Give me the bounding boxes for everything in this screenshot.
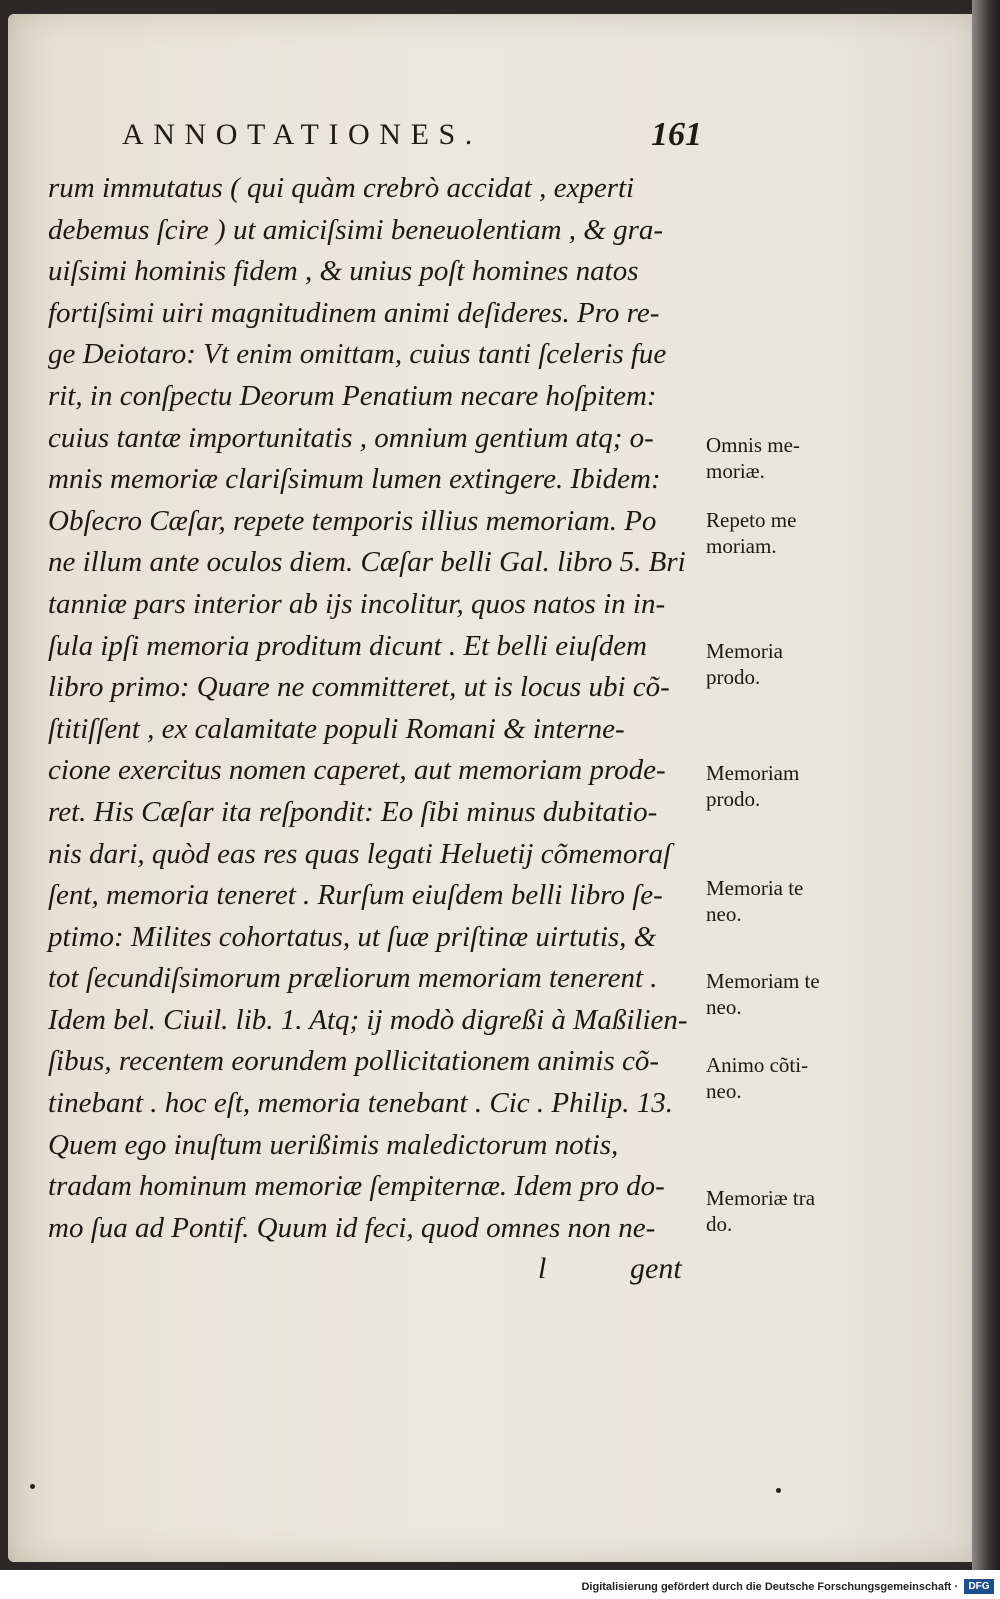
text-line: rit, in conſpectu Deorum Penatium necare hoſpitem: xyxy=(48,379,657,412)
text-line: tinebant . hoc eſt, memoria tenebant . Cic . Philip. 13. xyxy=(48,1087,674,1120)
text-line: rum immutatus ( qui quàm crebrò accidat , experti xyxy=(48,172,635,204)
digitization-footer xyxy=(0,1576,1000,1599)
margin-note-line: Memoriæ tra xyxy=(706,1186,816,1210)
margin-note-line: Animo cõti- xyxy=(706,1053,809,1077)
margin-note xyxy=(706,968,856,1020)
page-number: 161 xyxy=(651,116,702,153)
text-line: Idem bel. Ciuil. lib. 1. Atq; ij modò digreßi à Maßilien- xyxy=(48,1003,688,1036)
text-line: nis dari, quòd eas res quas legati Heluetij cõmemoraſ xyxy=(48,837,672,870)
margin-note-line: Memoriam xyxy=(706,761,800,785)
signature-mark: l xyxy=(538,1252,547,1285)
margin-note xyxy=(706,638,856,690)
text-line: Quem ego inuſtum uerißimis maledictorum notis, xyxy=(48,1128,619,1161)
dfg-logo: DFG xyxy=(964,1579,994,1594)
margin-note xyxy=(706,1185,856,1237)
margin-note xyxy=(706,875,856,927)
text-line: cione exercitus nomen caperet, aut memoriam prode- xyxy=(48,754,666,787)
text-line: libro primo: Quare ne committeret, ut is locus ubi cõ- xyxy=(48,671,670,704)
text-line: ſibus, recentem eorundem pollicitationem animis cõ- xyxy=(48,1045,660,1078)
margin-note xyxy=(706,507,856,559)
margin-note xyxy=(706,760,856,812)
text-line: tradam hominum memoriæ ſempiternæ. Idem pro do- xyxy=(48,1170,665,1203)
text-line: mo ſua ad Pontif. Quum id feci, quod omnes non ne- xyxy=(48,1211,656,1244)
margin-note-line: Memoria te xyxy=(706,876,804,900)
margin-note-line: Memoria xyxy=(706,639,783,663)
margin-note-line: prodo. xyxy=(706,665,761,689)
margin-note xyxy=(706,432,856,484)
paper-speck xyxy=(776,1488,781,1493)
text-line: ne illum ante oculos diem. Cæſar belli Gal. libro 5. Bri xyxy=(48,546,686,579)
text-line: fortiſsimi uiri magnitudinem animi deſideres. Pro re- xyxy=(48,296,660,329)
funding-credit: Digitalisierung gefördert durch die Deutsche Forschungsgemeinschaft · xyxy=(581,1581,958,1593)
text-line: uiſsimi hominis fidem , & unius poſt homines natos xyxy=(48,255,639,288)
text-line: ſent, memoria teneret . Rurſum eiuſdem belli libro ſe- xyxy=(48,879,663,912)
margin-note-line: neo. xyxy=(706,995,742,1019)
text-line: ſtitiſſent , ex calamitate populi Romani & interne- xyxy=(48,712,625,745)
show-through-text xyxy=(825,150,975,1350)
catchword: gent xyxy=(630,1252,682,1285)
text-line: ſula ipſi memoria proditum dicunt . Et belli eiuſdem xyxy=(48,629,648,662)
margin-note-line: do. xyxy=(706,1212,733,1236)
margin-note-line: moriam. xyxy=(706,534,777,558)
margin-note-line: prodo. xyxy=(706,787,761,811)
margin-note-line: neo. xyxy=(706,1079,742,1103)
text-line: ge Deiotaro: Vt enim omittam, cuius tanti ſceleris fue xyxy=(48,338,667,371)
margin-note-line: neo. xyxy=(706,902,742,926)
margin-note-line: Repeto me xyxy=(706,508,797,532)
text-line: debemus ſcire ) ut amiciſsimi beneuolentiam , & gra- xyxy=(48,213,664,246)
text-line: ret. His Cæſar ita reſpondit: Eo ſibi minus dubitatio- xyxy=(48,795,658,828)
running-title: ANNOTATIONES. xyxy=(122,118,482,151)
text-line: tot ſecundiſsimorum præliorum memoriam tenerent . xyxy=(48,962,658,995)
text-line: cuius tantæ importunitatis , omnium gentium atq; o- xyxy=(48,421,654,454)
margin-note xyxy=(706,1052,856,1104)
body-text xyxy=(48,168,698,1249)
text-line: ptimo: Milites cohortatus, ut ſuæ priſtinæ uirtutis, & xyxy=(48,920,657,953)
text-line: tanniæ pars interior ab ijs incolitur, quos natos in in- xyxy=(48,587,666,620)
running-header xyxy=(122,118,702,158)
paper-speck xyxy=(30,1484,35,1489)
text-line: Obſecro Cæſar, repete temporis illius memoriam. Po xyxy=(48,504,657,537)
page-edge-shadow xyxy=(972,0,1000,1570)
page-footer-marks xyxy=(48,1252,698,1294)
margin-note-line: Memoriam te xyxy=(706,969,820,993)
margin-note-line: moriæ. xyxy=(706,459,765,483)
text-line: mnis memoriæ clariſsimum lumen extingere. Ibidem: xyxy=(48,463,661,496)
margin-note-line: Omnis me- xyxy=(706,433,800,457)
